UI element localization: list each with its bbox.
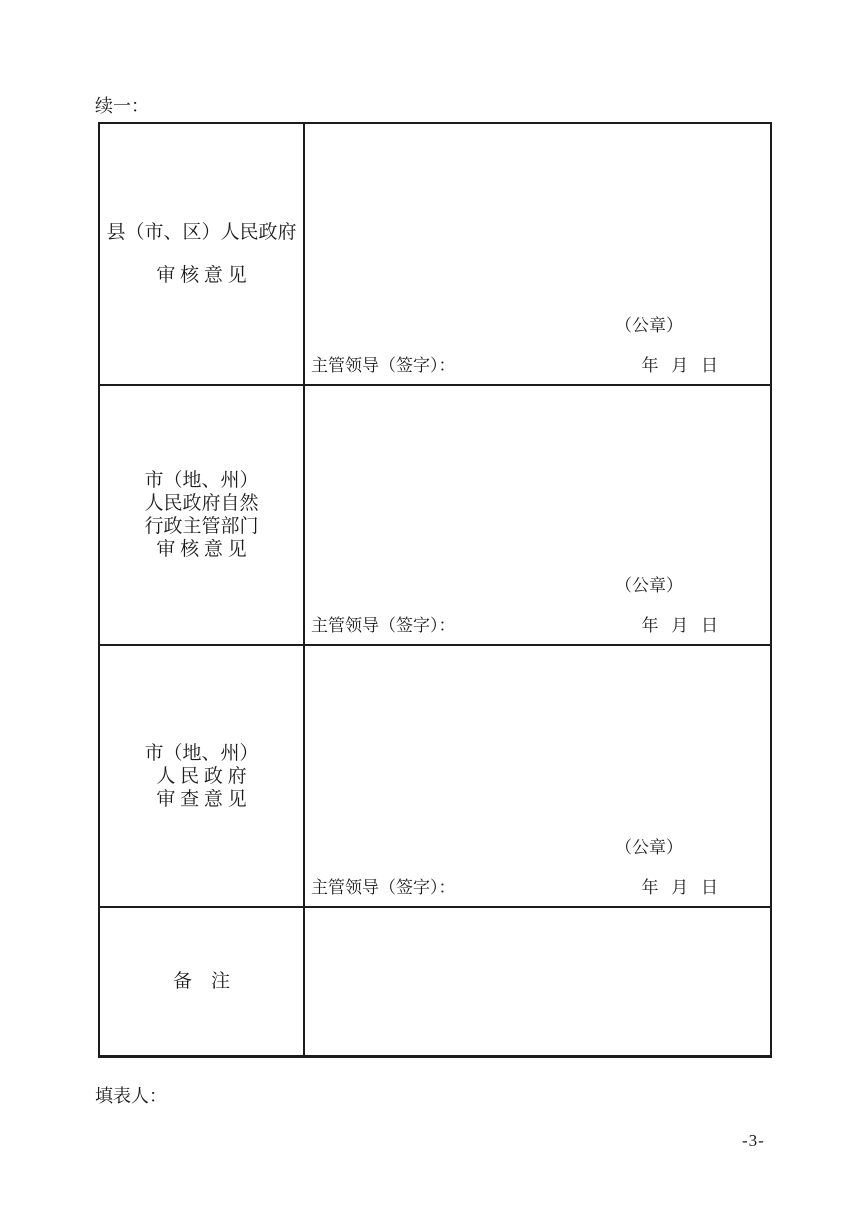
title-line: 市（地、州） <box>144 470 259 491</box>
official-seal-placeholder: （公章） <box>615 576 683 595</box>
county-government-review-title-cell <box>100 124 305 386</box>
leader-signature-label: 主管领导（签字）： <box>311 616 456 635</box>
remarks-title-cell <box>100 908 305 1055</box>
title-line: 审 查 意 见 <box>156 788 247 810</box>
date-fields: 年 月 日 <box>641 616 718 635</box>
title-line: 人 民 政 府 <box>156 765 247 787</box>
official-seal-placeholder: （公章） <box>615 838 683 857</box>
continuation-label: 续一： <box>95 96 149 116</box>
date-fields: 年 月 日 <box>641 878 718 897</box>
leader-signature-label: 主管领导（签字）： <box>311 878 456 897</box>
city-natural-department-review-title-cell <box>100 386 305 646</box>
date-fields: 年 月 日 <box>641 356 718 375</box>
leader-signature-label: 主管领导（签字）： <box>311 356 456 375</box>
city-natural-department-review-content-cell <box>305 386 770 646</box>
title-line: 市（地、州） <box>144 742 259 764</box>
approval-form-table <box>98 122 772 1058</box>
county-government-review-content-cell <box>305 124 770 386</box>
city-government-examination-content-cell <box>305 646 770 908</box>
title-line: 人民政府自然 <box>144 493 259 514</box>
title-line: 审 核 意 见 <box>156 265 247 286</box>
title-line: 审 核 意 见 <box>156 539 247 560</box>
title-line: 县（市、区）人民政府 <box>106 222 297 243</box>
city-government-examination-title-cell <box>100 646 305 908</box>
form-filler-label: 填表人： <box>95 1086 167 1106</box>
title-line: 行政主管部门 <box>144 516 259 537</box>
page-number: -3- <box>742 1131 765 1150</box>
remarks-content-cell <box>305 908 770 1055</box>
official-seal-placeholder: （公章） <box>615 316 683 335</box>
title-line: 备 注 <box>172 971 230 992</box>
